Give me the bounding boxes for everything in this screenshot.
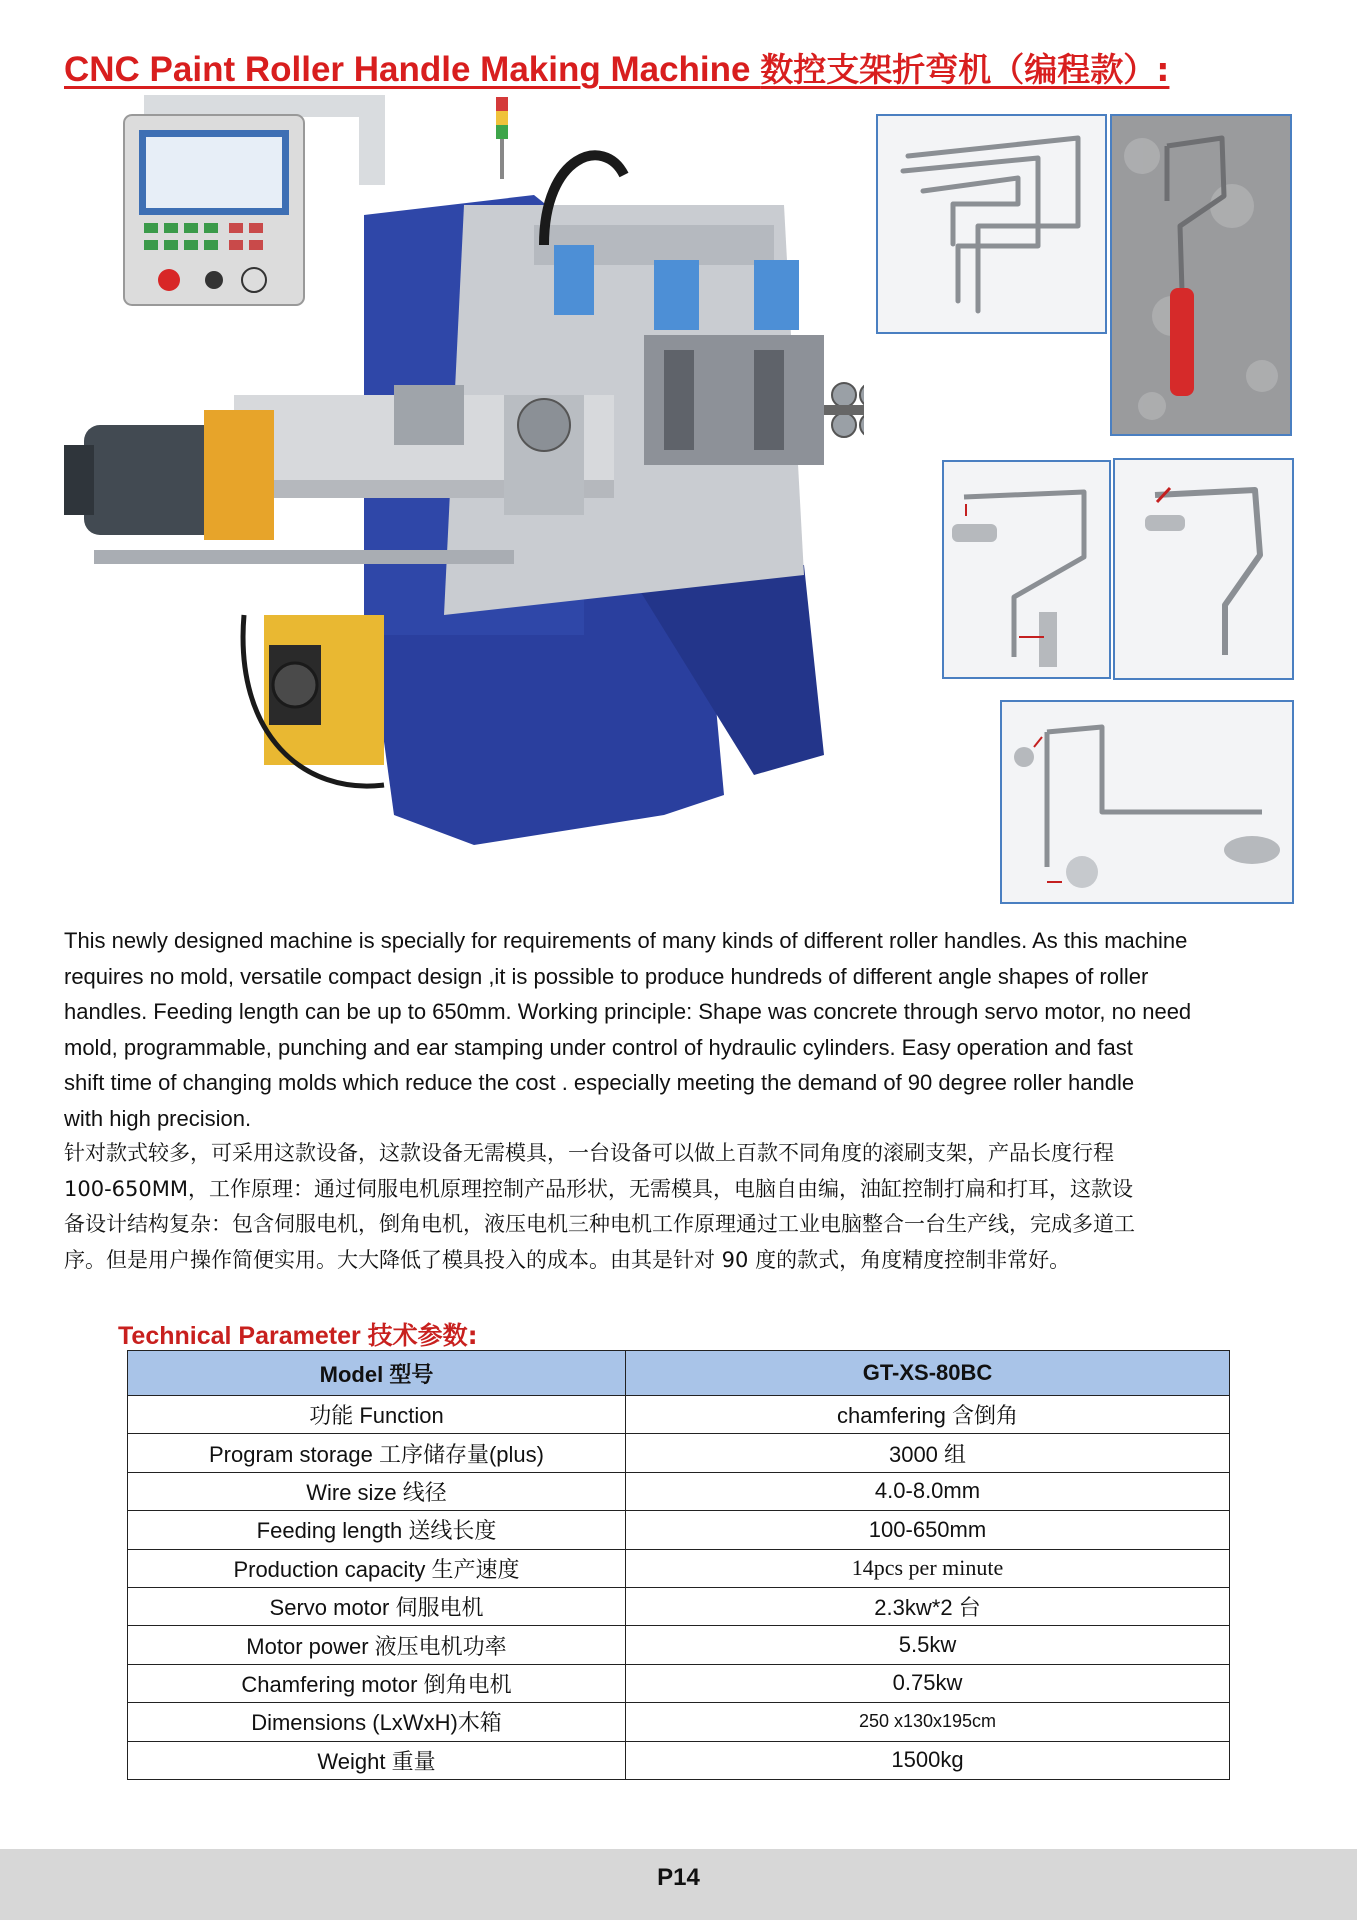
description-line: shift time of changing molds which reduce the cost . especially meeting the demand of 90 degree roller handle — [64, 1070, 1135, 1095]
product-photo-handle-detail-c — [1000, 700, 1294, 904]
param-value: 3000 组 — [626, 1434, 1230, 1472]
param-label: Wire size 线径 — [128, 1472, 626, 1510]
table-row — [128, 1396, 1230, 1434]
machine-photo — [64, 95, 864, 855]
description-line: handles. Feeding length can be up to 650mm. Working principle: Shape was concrete through servo motor, no need — [64, 999, 1192, 1024]
param-value: 5.5kw — [626, 1626, 1230, 1664]
table-row — [128, 1664, 1230, 1702]
param-label: Chamfering motor 倒角电机 — [128, 1664, 626, 1702]
page-title — [64, 44, 1169, 91]
param-value: chamfering 含倒角 — [626, 1396, 1230, 1434]
table-row — [128, 1434, 1230, 1472]
page-title-en: CNC Paint Roller Handle Making Machine — [64, 50, 751, 89]
table-row — [128, 1549, 1230, 1587]
description-cn-line: 序。但是用户操作简便实用。大大降低了模具投入的成本。由其是针对 90 度的款式，角度精度控制非常好。 — [64, 1247, 1071, 1272]
technical-parameter-heading — [118, 1316, 478, 1352]
param-label: Feeding length 送线长度 — [128, 1511, 626, 1549]
description-cn-line: 100-650MM，工作原理：通过伺服电机原理控制产品形状，无需模具，电脑自由编，油缸控制打扁和打耳，这款设 — [64, 1176, 1133, 1201]
product-photo-handle-detail-a — [942, 460, 1111, 679]
technical-parameter-table — [127, 1350, 1230, 1780]
page-number: P14 — [657, 1864, 700, 1891]
technical-heading-cn: 技术参数: — [367, 1321, 478, 1350]
param-label: Motor power 液压电机功率 — [128, 1626, 626, 1664]
header-cell-model: Model 型号 — [128, 1351, 626, 1396]
page-title-cn: 数控支架折弯机（编程款）: — [760, 50, 1170, 89]
param-label: Dimensions (LxWxH)木箱 — [128, 1703, 626, 1741]
technical-heading-en: Technical Parameter — [118, 1322, 361, 1350]
param-label: Servo motor 伺服电机 — [128, 1587, 626, 1625]
table-row — [128, 1472, 1230, 1510]
table-row — [128, 1587, 1230, 1625]
product-photo-bent-wires — [876, 114, 1107, 334]
param-value: 100-650mm — [626, 1511, 1230, 1549]
description-line: This newly designed machine is specially for requirements of many kinds of different roller handles. As this machine — [64, 928, 1188, 953]
description-line: with high precision. — [64, 1105, 252, 1131]
description-cn-line: 针对款式较多，可采用这款设备，这款设备无需模具，一台设备可以做上百款不同角度的滚刷支架，产品长度行程 — [64, 1141, 1114, 1165]
product-photo-roller-handle — [1110, 114, 1292, 436]
param-label: Weight 重量 — [128, 1741, 626, 1779]
table-header-row — [128, 1351, 1230, 1396]
param-value: 14pcs per minute — [626, 1549, 1230, 1587]
param-value: 1500kg — [626, 1741, 1230, 1779]
param-value: 250 x130x195cm — [626, 1703, 1230, 1741]
param-label: 功能 Function — [128, 1396, 626, 1434]
param-label: Program storage 工序储存量(plus) — [128, 1434, 626, 1472]
description-line: mold, programmable, punching and ear stamping under control of hydraulic cylinders. Easy operation and fast — [64, 1034, 1133, 1060]
param-label: Production capacity 生产速度 — [128, 1549, 626, 1587]
header-cell-model-value: GT-XS-80BC — [626, 1351, 1230, 1396]
param-value: 0.75kw — [626, 1664, 1230, 1702]
table-row — [128, 1626, 1230, 1664]
product-photo-handle-detail-b — [1113, 458, 1294, 680]
table-row — [128, 1741, 1230, 1779]
param-value: 4.0-8.0mm — [626, 1472, 1230, 1510]
table-row — [128, 1511, 1230, 1549]
description-chinese — [64, 1136, 1294, 1278]
param-value: 2.3kw*2 台 — [626, 1587, 1230, 1625]
table-row — [128, 1703, 1230, 1741]
description-line: requires no mold, versatile compact design ,it is possible to produce hundreds of different angle shapes of roller — [64, 963, 1149, 989]
description-english — [64, 923, 1294, 1136]
description-cn-line: 备设计结构复杂：包含伺服电机，倒角电机，液压电机三种电机工作原理通过工业电脑整合一台生产线，完成多道工 — [64, 1212, 1135, 1236]
